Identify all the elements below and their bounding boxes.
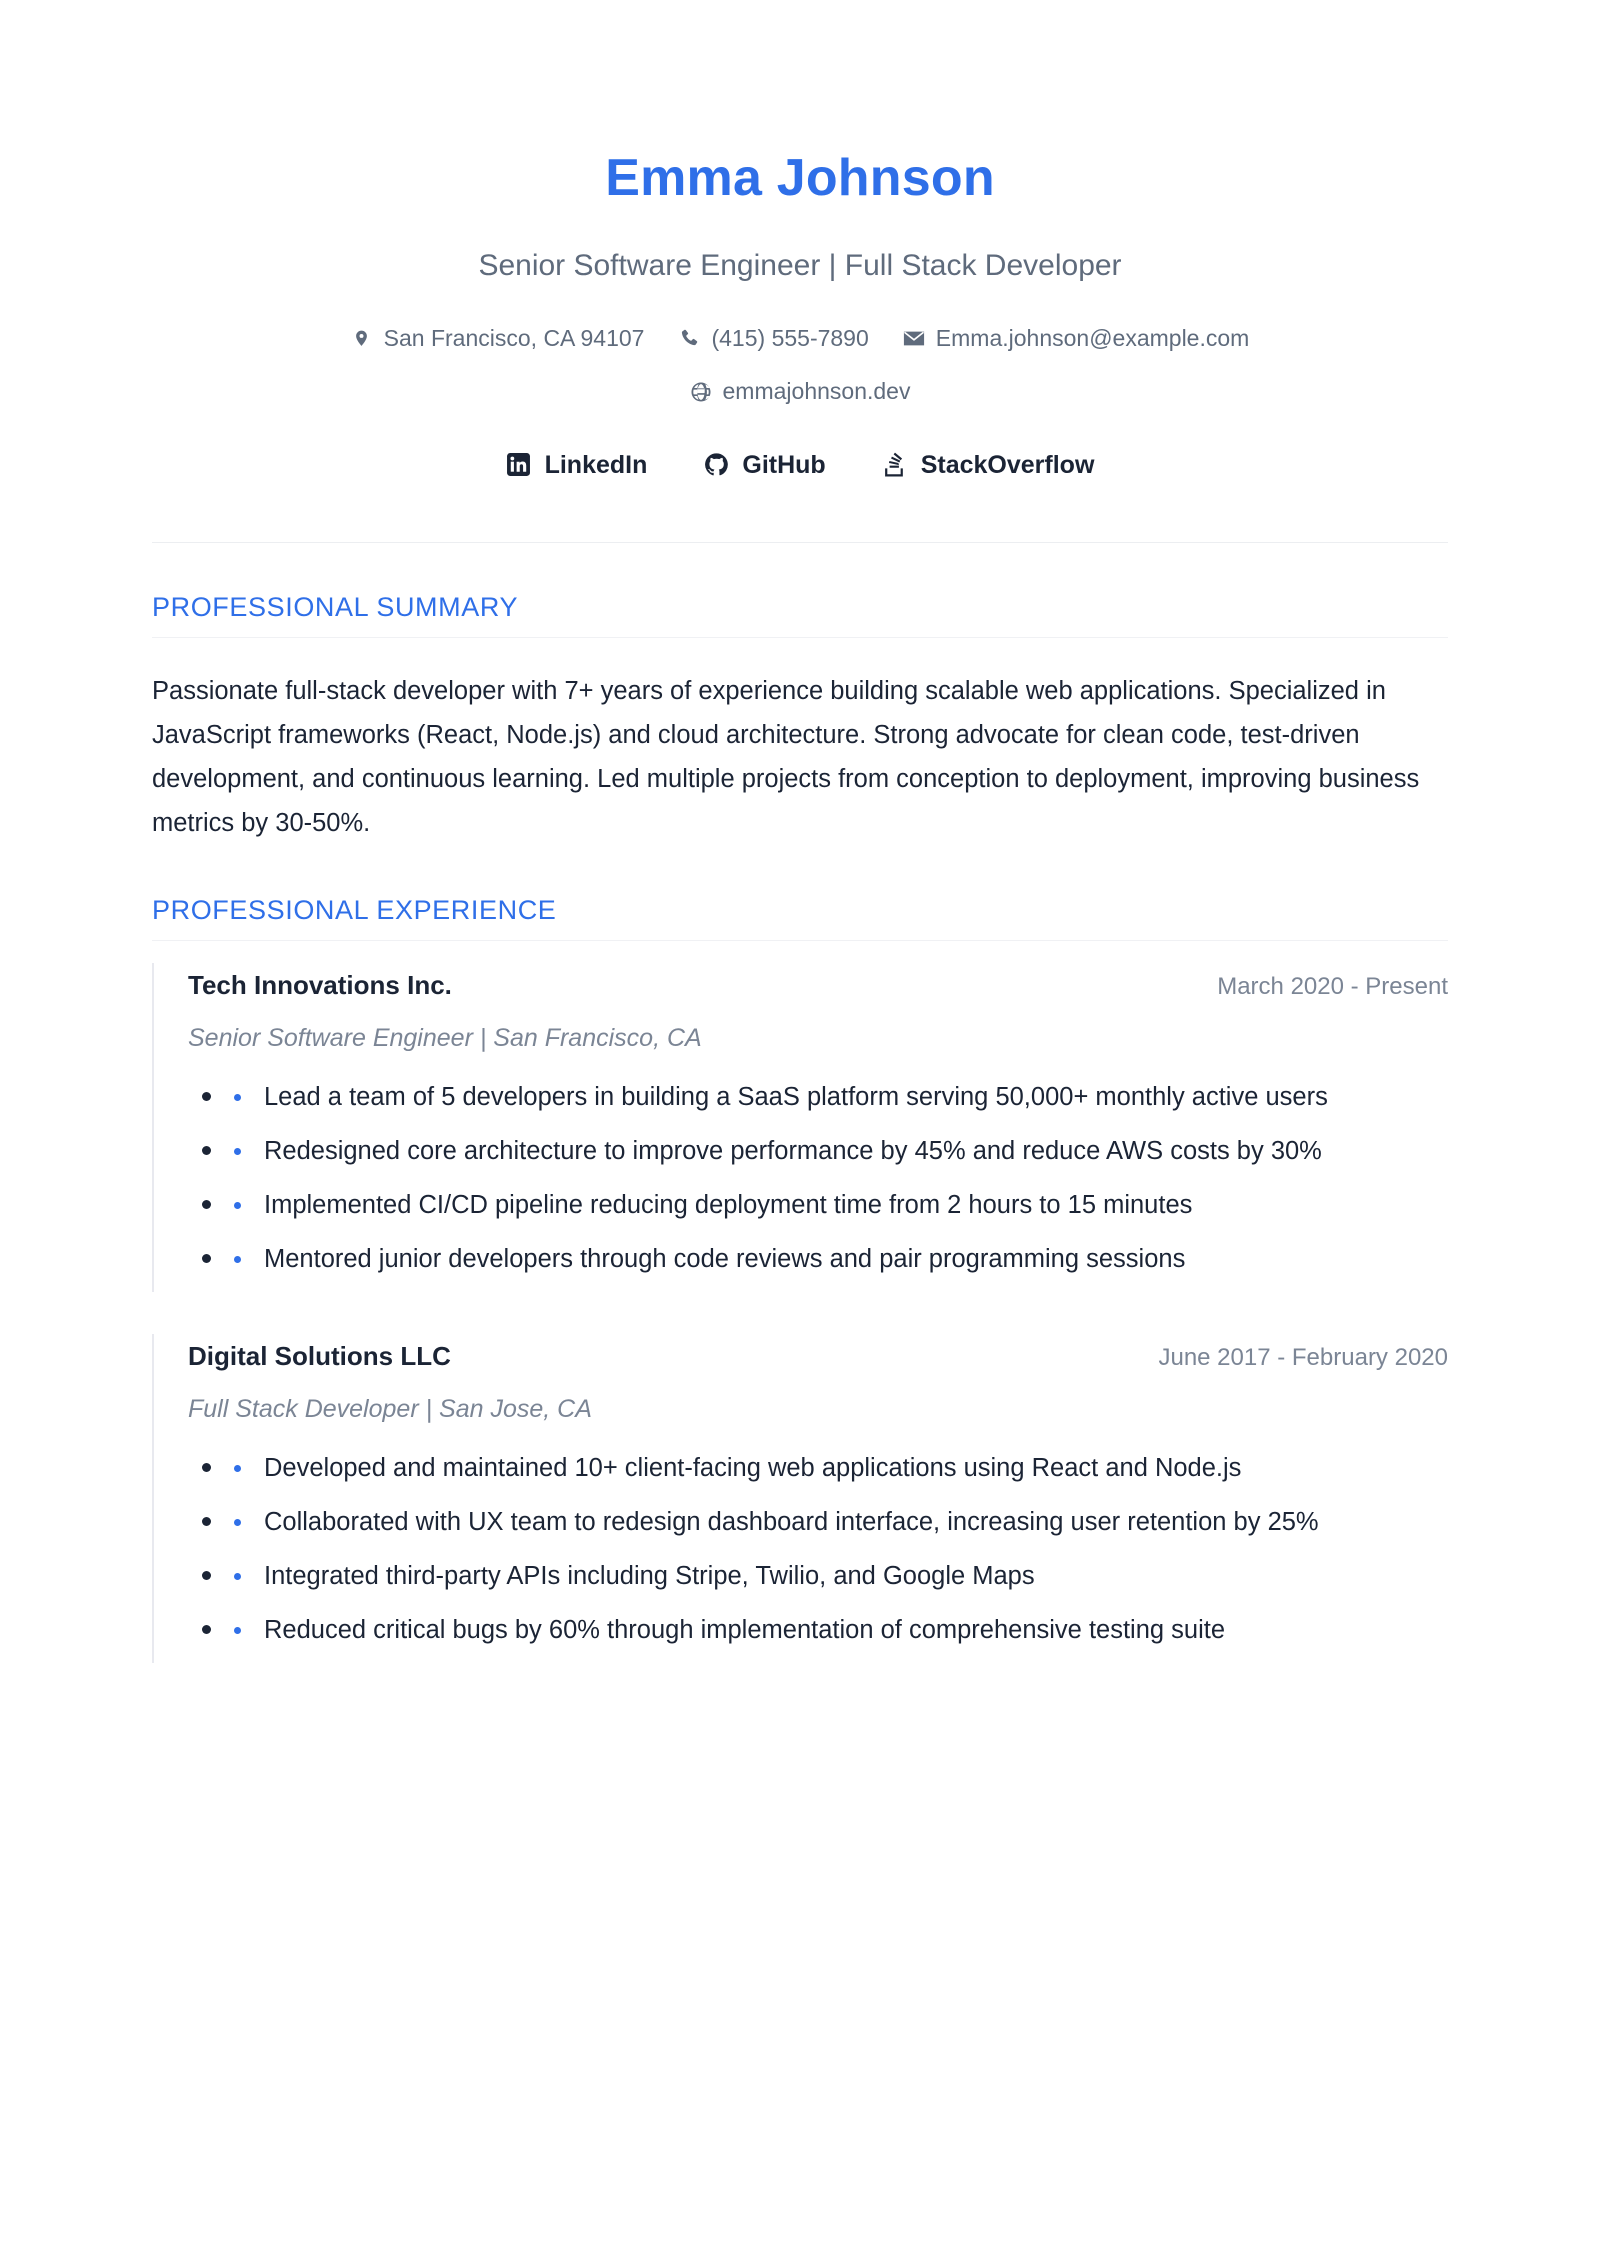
github-icon xyxy=(703,452,729,478)
location-pin-icon xyxy=(351,327,373,349)
social-link-github-label: GitHub xyxy=(742,450,826,479)
bullet-disc-icon xyxy=(202,1254,211,1263)
social-links-row xyxy=(152,450,1448,480)
contact-phone xyxy=(678,325,868,353)
experience-bullet-text: Integrated third-party APIs including Stripe, Twilio, and Google Maps xyxy=(264,1561,1035,1590)
summary-text: Passionate full-stack developer with 7+ years of experience building scalable web applications. Specialized in JavaScript frameworks (React, Node.js) and cloud architecture. Strong advocate for clean code, test-driven development, and continuous learning. Led multiple projects from conception to deployment, improving business metrics by 30-50%. xyxy=(152,677,1420,837)
candidate-name: Emma Johnson xyxy=(605,149,995,207)
social-link-github[interactable] xyxy=(703,450,825,480)
resume-header xyxy=(152,150,1448,543)
experience-role: Full Stack Developer | San Jose, CA xyxy=(188,1394,592,1423)
experience-entry xyxy=(152,1334,1448,1663)
bullet-dot-icon xyxy=(234,1148,241,1155)
experience-bullet xyxy=(188,1501,1448,1545)
linkedin-icon xyxy=(506,452,532,478)
bullet-disc-icon xyxy=(202,1517,211,1526)
social-link-stackoverflow[interactable] xyxy=(882,450,1095,480)
experience-bullet-text: Mentored junior developers through code reviews and pair programming sessions xyxy=(264,1244,1186,1273)
section-professional-experience xyxy=(152,894,1448,1663)
contact-email xyxy=(903,325,1250,353)
experience-bullet xyxy=(188,1130,1448,1174)
experience-entry-head xyxy=(188,1340,1448,1374)
contact-email-value: Emma.johnson@example.com xyxy=(935,324,1250,351)
social-link-stackoverflow-label: StackOverflow xyxy=(920,450,1095,479)
section-professional-summary xyxy=(152,591,1448,846)
bullet-disc-icon xyxy=(202,1571,211,1580)
section-title-summary: PROFESSIONAL SUMMARY xyxy=(152,591,1448,638)
bullet-disc-icon xyxy=(202,1092,211,1101)
section-title-experience: PROFESSIONAL EXPERIENCE xyxy=(152,894,1448,941)
experience-dates: March 2020 - Present xyxy=(1217,973,1448,1001)
bullet-dot-icon xyxy=(234,1256,241,1263)
experience-role: Senior Software Engineer | San Francisco, CA xyxy=(188,1023,702,1052)
header-divider xyxy=(152,542,1448,543)
envelope-icon xyxy=(903,327,925,349)
experience-entry xyxy=(152,963,1448,1292)
globe-icon xyxy=(690,381,712,403)
bullet-disc-icon xyxy=(202,1463,211,1472)
bullet-disc-icon xyxy=(202,1146,211,1155)
experience-bullet xyxy=(188,1184,1448,1228)
contact-row xyxy=(152,325,1448,353)
experience-bullet-text: Reduced critical bugs by 60% through implementation of comprehensive testing suite xyxy=(264,1615,1226,1644)
experience-bullet xyxy=(188,1076,1448,1120)
candidate-title: Senior Software Engineer | Full Stack Developer xyxy=(478,249,1122,283)
experience-company: Tech Innovations Inc. xyxy=(188,970,452,1001)
bullet-dot-icon xyxy=(234,1465,241,1472)
summary-body xyxy=(152,670,1448,845)
contact-phone-value: (415) 555-7890 xyxy=(711,324,869,351)
contact-website xyxy=(690,378,911,406)
experience-bullet xyxy=(188,1609,1448,1653)
contact-location xyxy=(351,325,645,353)
experience-list xyxy=(152,963,1448,1662)
social-link-linkedin-label: LinkedIn xyxy=(544,450,648,479)
experience-bullet-text: Lead a team of 5 developers in building a SaaS platform serving 50,000+ monthly active users xyxy=(264,1083,1328,1112)
experience-bullet-text: Implemented CI/CD pipeline reducing deployment time from 2 hours to 15 minutes xyxy=(264,1191,1193,1220)
experience-bullets xyxy=(188,1447,1448,1652)
experience-entry-head xyxy=(188,969,1448,1003)
experience-bullet-text: Redesigned core architecture to improve performance by 45% and reduce AWS costs by 30% xyxy=(264,1137,1322,1166)
bullet-dot-icon xyxy=(234,1519,241,1526)
experience-bullet xyxy=(188,1447,1448,1491)
social-link-linkedin[interactable] xyxy=(506,450,648,480)
stackoverflow-icon xyxy=(882,452,908,478)
bullet-dot-icon xyxy=(234,1627,241,1634)
bullet-dot-icon xyxy=(234,1202,241,1209)
experience-bullet-text: Collaborated with UX team to redesign dashboard interface, increasing user retention by 25% xyxy=(264,1507,1319,1536)
website-row xyxy=(152,378,1448,406)
bullet-disc-icon xyxy=(202,1200,211,1209)
experience-bullets xyxy=(188,1076,1448,1281)
contact-location-value: San Francisco, CA 94107 xyxy=(383,324,645,351)
bullet-dot-icon xyxy=(234,1094,241,1101)
experience-dates: June 2017 - February 2020 xyxy=(1158,1343,1448,1371)
bullet-dot-icon xyxy=(234,1573,241,1580)
experience-bullet-text: Developed and maintained 10+ client-facing web applications using React and Node.js xyxy=(264,1454,1242,1483)
experience-bullet xyxy=(188,1238,1448,1282)
phone-icon xyxy=(678,327,700,349)
experience-company: Digital Solutions LLC xyxy=(188,1340,451,1371)
contact-website-value: emmajohnson.dev xyxy=(722,378,911,405)
bullet-disc-icon xyxy=(202,1625,211,1634)
experience-bullet xyxy=(188,1555,1448,1599)
